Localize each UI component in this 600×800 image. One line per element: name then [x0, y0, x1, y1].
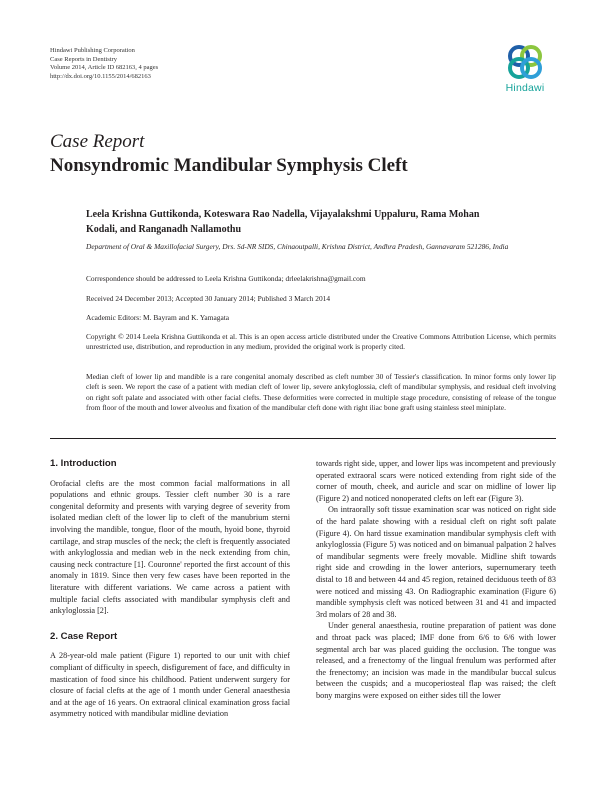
case-report-paragraph: A 28-year-old male patient (Figure 1) reported to our unit with chief compliant of difficulty in speech, disfigurement of face, and difficulty in mastication of food since his childhood. Patient underwent surgery for closure of facial clefts at the age of 1 month under General anaesthesia and at the age of 16 years. On extraoral clinical examination gross facial asymmetry noticed with mandibular midline deviation	[50, 651, 290, 719]
volume-line: Volume 2014, Article ID 682163, 4 pages	[50, 64, 159, 72]
article-title: Nonsyndromic Mandibular Symphysis Cleft	[50, 155, 408, 176]
case-report-continued-paragraph: towards right side, upper, and lower lips was incompetent and previously operated extraoral scars were noticed extending from right side of the corner of mouth, cheek, and auricle and scar on midline of lower lip (Figure 2) and noticed nonoperated clefts on left ear (Figure 3).	[316, 459, 556, 503]
hindawi-logo-icon	[505, 44, 545, 80]
publisher-name: Hindawi Publishing Corporation	[50, 47, 135, 54]
doi-link[interactable]: http://dx.doi.org/10.1155/2014/682163	[50, 72, 151, 80]
right-column	[316, 458, 556, 701]
intraoral-exam-paragraph: On intraorally soft tissue examination scar was noticed on right side of the hard palate showing with a residual cleft on right soft palate (Figure 4). On hard tissue examination mandibular symphysis cleft with ankyloglossia (Figure 5) was noticed and on bimanual palpation 2 halves of mandibular segments were freely movable. Midline shift towards right side and crowding in the lower anteriors, supernumerary teeth distal to 18 and between 44 and 45 region, retained deciduous teeth of 83 were noticed and missing 43. On Radiographic examination (Figure 6) mandible symphysis cleft was noticed between 31 and 41 and impacted 3rd molars of 28 and 38.	[316, 505, 556, 619]
copyright-notice: Copyright © 2014 Leela Krishna Guttikonda et al. This is an open access article distributed under the Creative Commons Attribution License, which permits unrestricted use, distribution, and reproduction in any medium, provided the original work is properly cited.	[86, 332, 556, 352]
affiliation: Department of Oral & Maxillofacial Surgery, Drs. Sd-NR SIDS, Chinaoutpalli, Krishna District, Andhra Pradesh, Gannavaram 521286, India	[86, 242, 509, 251]
section-heading-case-report: 2. Case Report	[50, 630, 118, 642]
correspondence: Correspondence should be addressed to Leela Krishna Guttikonda; drleelakrishna@gmail.com	[86, 274, 366, 283]
journal-header	[50, 47, 158, 81]
publication-dates: Received 24 December 2013; Accepted 30 January 2014; Published 3 March 2014	[86, 294, 331, 303]
author-list: Leela Krishna Guttikonda, Koteswara Rao Nadella, Vijayalakshmi Uppaluru, Rama Mohan Kodali, and Ranganadh Nallamothu	[86, 209, 480, 235]
article-type: Case Report	[50, 131, 145, 152]
logo-wordmark: Hindawi	[505, 82, 545, 94]
surgery-paragraph: Under general anaesthesia, routine preparation of patient was done and throat pack was placed; IMF done from 6/6 to 6/6 with lower segmental arch bar was placed guiding the occlusion. The tongue was released, and a frenectomy of the lingual frenulum was performed after the frenectomy; an incision was made in the mandibular buccal sulcus between the cuspids; and a mucoperiosteal flap was raised; the cleft bony margins were exposed on either sides till the lower	[316, 621, 556, 700]
section-divider	[50, 438, 556, 439]
journal-name: Case Reports in Dentistry	[50, 55, 117, 63]
academic-editors: Academic Editors: M. Bayram and K. Yamagata	[86, 313, 230, 322]
abstract: Median cleft of lower lip and mandible is a rare congenital anomaly described as cleft number 30 of Tessier's classification. In minor forms only lower lip cleft is seen. We report the case of a patient with median cleft of lower lip, severe ankyloglossia, cleft of mandibular symphysis, and residual cleft involving on right soft palate and associated with other facial clefts. These deformities were corrected in multiple stage procedure, consisting of release of the tongue from floor of the mouth and lower alveolus and fixation of the mandibular cleft done with right iliac bone graft using stainless steel miniplate.	[86, 372, 556, 413]
hindawi-logo	[496, 44, 554, 94]
introduction-paragraph: Orofacial clefts are the most common facial malformations in all populations and ethnic groups. Tessier cleft number 30 is a rare congenital deformity and presents with varying degree of severity from isolated median cleft of the lower lip to cleft of the manubrium sterni involving the mandible, tongue, floor of the mouth, hyoid bone, thyroid cartilage, and strap muscles of the neck; the cleft is frequently associated with ankyloglossia and median web in the neck extending from chin, causing neck contracture [1]. Couronne' reported the first account of this anomaly in 1819. Since then very few cases have been reported in the literature with different variations. We came across a patient with multiple facial clefts associated with mandibular symphysis cleft and ankyloglossia [2].	[50, 478, 290, 616]
left-column	[50, 458, 290, 720]
section-heading-introduction: 1. Introduction	[50, 458, 117, 469]
